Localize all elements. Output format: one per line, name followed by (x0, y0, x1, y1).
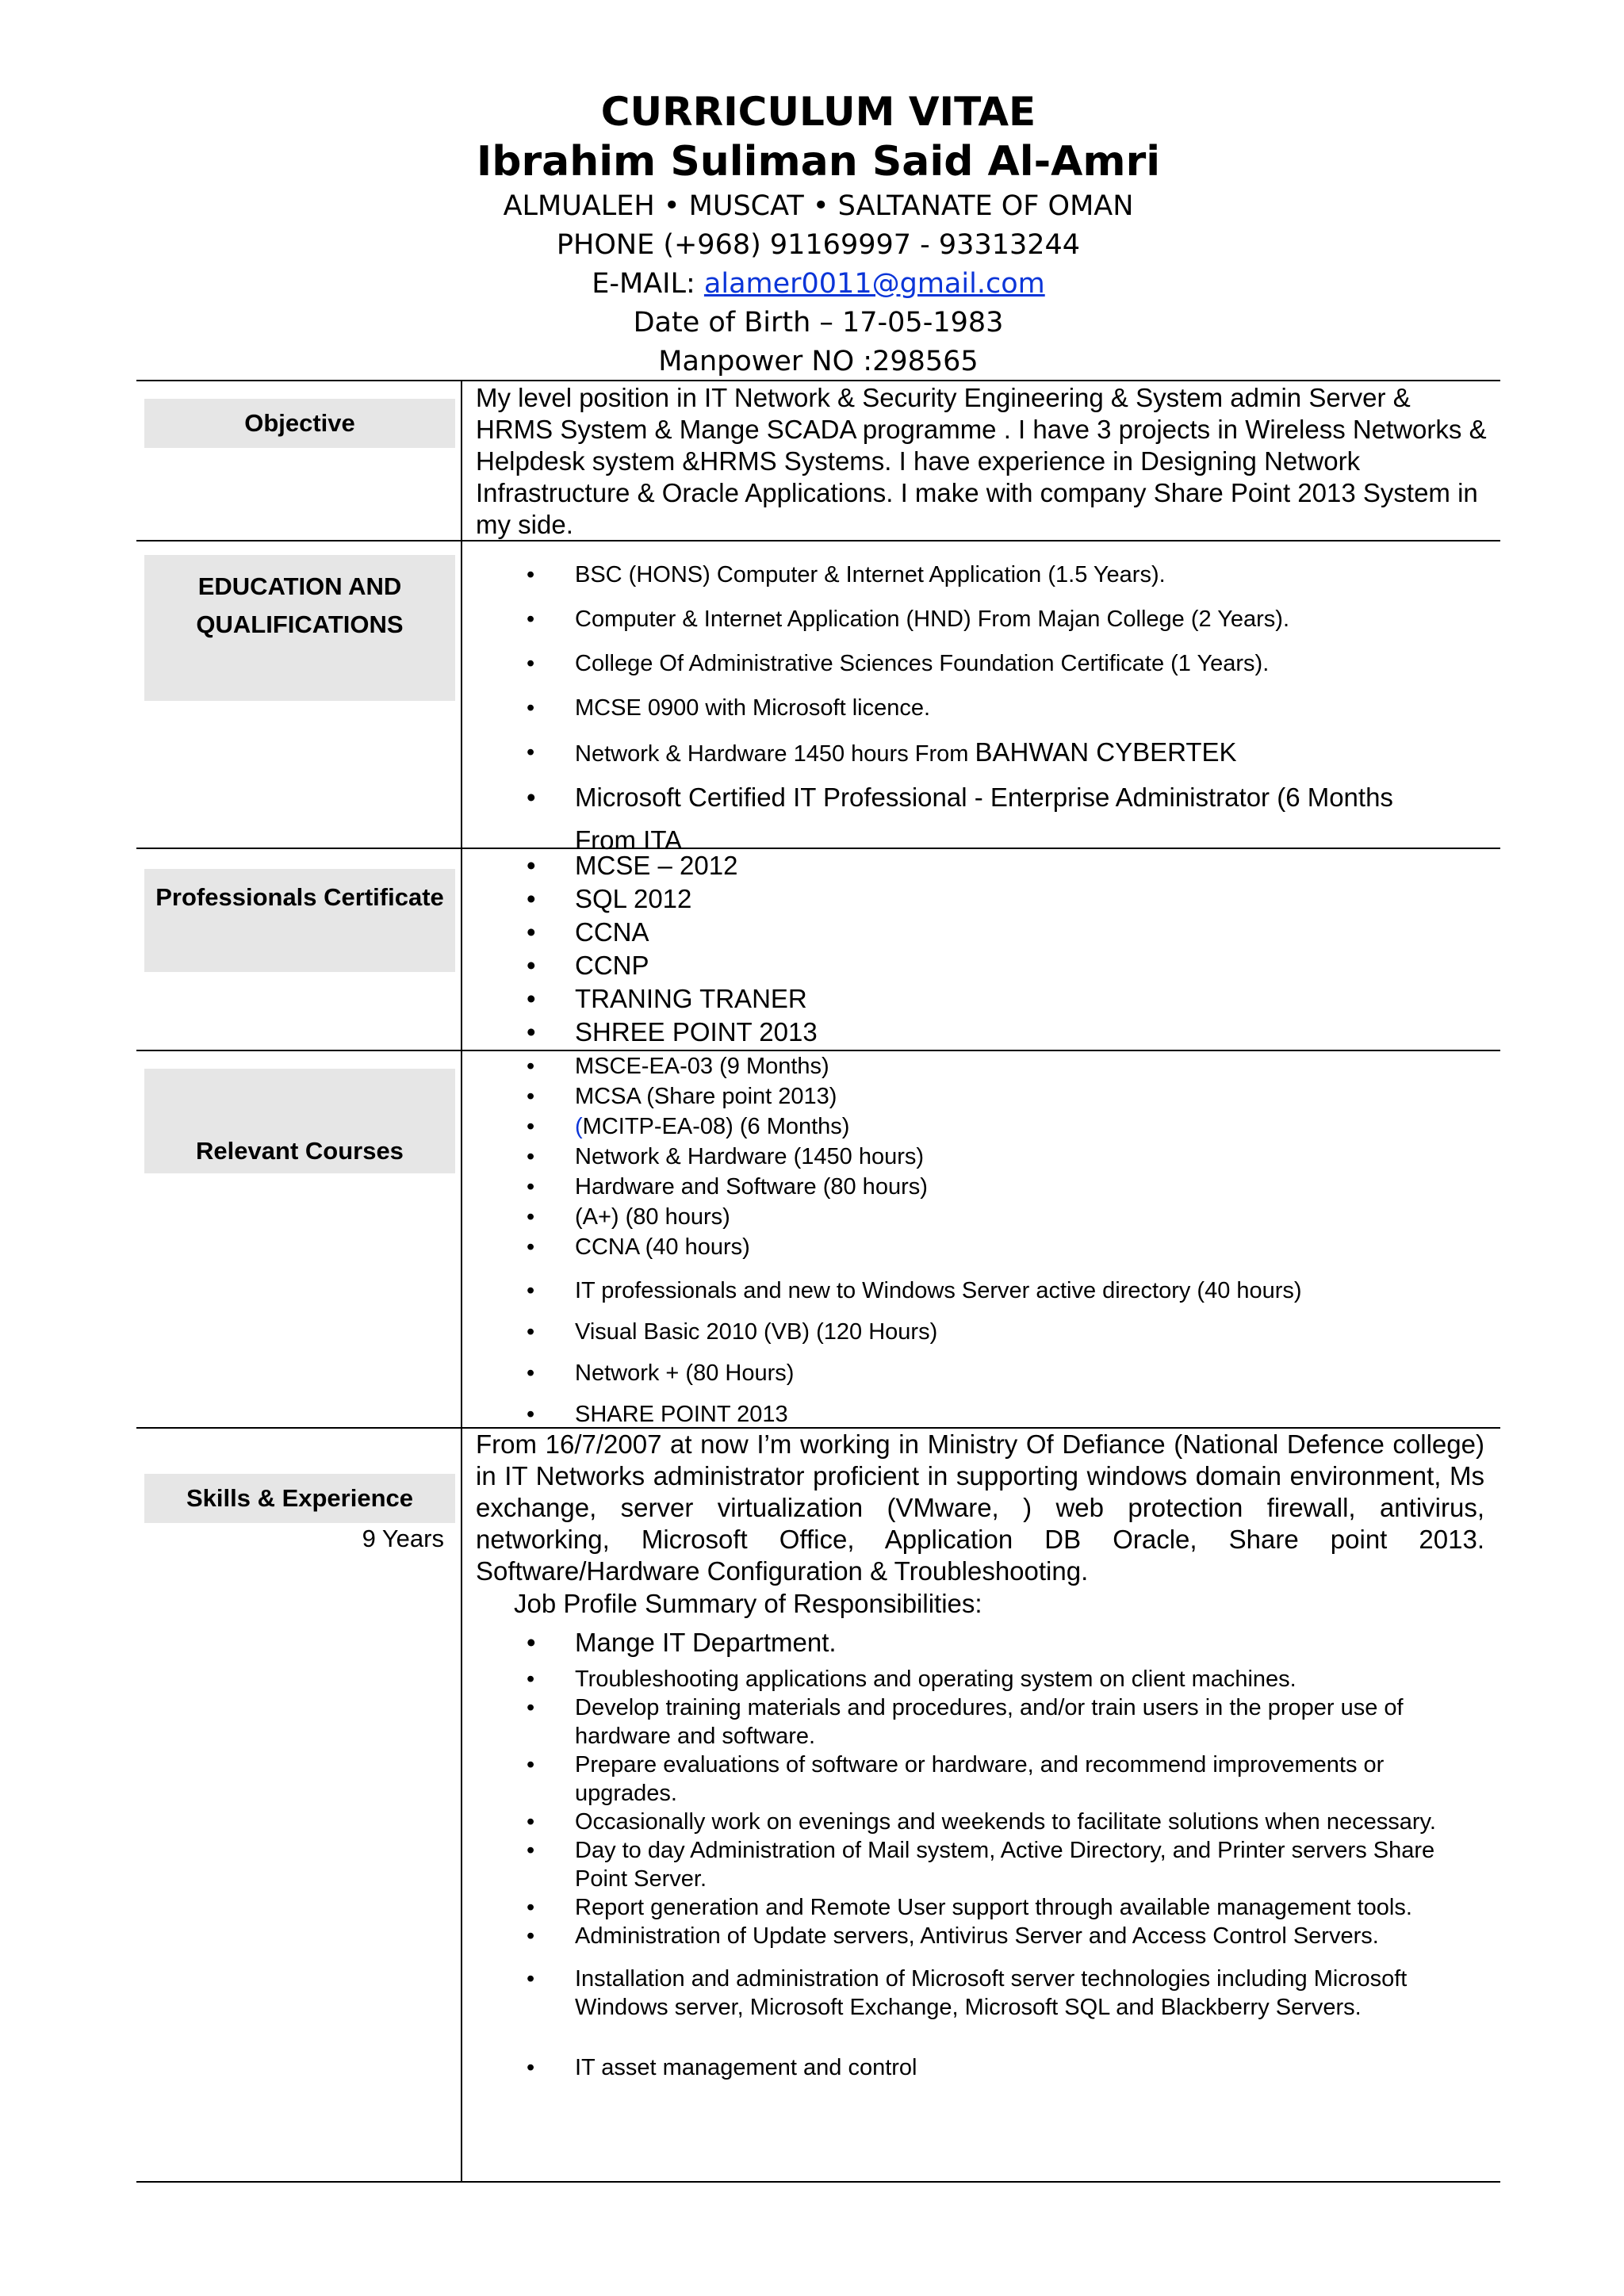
list-item: • CCNA (40 hours) (476, 1232, 1487, 1262)
document-title: CURRICULUM VITAE (600, 89, 1036, 135)
list-item-paren: ( (575, 1114, 583, 1139)
manpower-number: Manpower NO :298565 (658, 346, 979, 377)
list-item: • MCSA (Share point 2013) (476, 1081, 1487, 1112)
list-item: • Network & Hardware (1450 hours) (476, 1142, 1487, 1172)
list-item: • IT professionals and new to Windows Server active directory (40 hours) (476, 1270, 1487, 1311)
objective-text: My level position in IT Network & Security Engineering & System admin Server & HRMS System & Mange SCADA programme . I have 3 projects in Wireless Networks & Helpdesk system &HRMS Systems. I have experience in Designing Network Infrastructure & Oracle Applications. I make with company Share Point 2013 System in my side. (476, 383, 1487, 539)
list-item: • Prepare evaluations of software or hardware, and recommend improvements or upgrades. (476, 1751, 1484, 1808)
candidate-name: Ibrahim Suliman Said Al-Amri (476, 138, 1161, 186)
email-link[interactable]: alamer0011@gmail.com (703, 268, 1045, 300)
list-item-company: BAHWAN CYBERTEK (975, 737, 1237, 767)
list-item-text: MCITP-EA-08) (6 Months) (582, 1114, 850, 1139)
rule-top (136, 380, 1500, 381)
list-item: • IT asset management and control (476, 2053, 1484, 2082)
responsibilities-heading: Job Profile Summary of Responsibilities: (514, 1589, 982, 1618)
certificates-label: Professionals Certificate (144, 869, 455, 972)
date-of-birth: Date of Birth – 17-05-1983 (633, 307, 1004, 339)
list-item: • (A+) (80 hours) (476, 1202, 1487, 1232)
list-item-text: Network & Hardware 1450 hours From (575, 741, 975, 767)
experience-years: 9 Years (362, 1525, 444, 1552)
certificates-content (476, 849, 1487, 1049)
list-item: • Troubleshooting applications and operating system on client machines. (476, 1665, 1484, 1693)
list-item: • BSC (HONS) Computer & Internet Application (1.5 Years). (476, 553, 1487, 597)
list-item: • CCNA (476, 916, 1487, 949)
email-label: E-MAIL: (592, 268, 704, 300)
list-item: • MCSE 0900 with Microsoft licence. (476, 686, 1487, 730)
list-item: • Mange IT Department. (476, 1621, 1484, 1665)
list-item: • Network + (80 Hours) (476, 1353, 1487, 1394)
list-item (476, 1112, 1487, 1142)
courses-content (476, 1051, 1487, 1435)
responsibilities-list (476, 1621, 1484, 2082)
list-item: • Report generation and Remote User support through available management tools. (476, 1893, 1484, 1922)
list-item: • MCSE – 2012 (476, 849, 1487, 882)
email-line (136, 265, 1500, 304)
skills-intro: From 16/7/2007 at now I’m working in Ministry Of Defiance (National Defence college) in IT Networks administrator proficient in supporting windows domain environment, Ms exchange, server virtualization (VMware, ) web protection firewall, antivirus, networking, Microsoft Office, Application DB Oracle, Share point 2013. Software/Hardware Configuration & Troubleshooting. (476, 1429, 1484, 1586)
education-content (476, 553, 1487, 862)
list-item: • Administration of Update servers, Antivirus Server and Access Control Servers. (476, 1922, 1484, 1950)
list-item: • SQL 2012 (476, 882, 1487, 916)
objective-content (476, 382, 1487, 541)
cv-header (136, 87, 1500, 381)
list-item: • Hardware and Software (80 hours) (476, 1172, 1487, 1202)
courses-list (476, 1051, 1487, 1435)
list-item: • Microsoft Certified IT Professional - Enterprise Administrator (6 Months From ITA (476, 776, 1487, 862)
rule-bottom (136, 2181, 1500, 2183)
objective-label: Objective (144, 399, 455, 448)
education-label-line2: QUALIFICATIONS (196, 610, 404, 638)
phone: PHONE (+968) 91169997 - 93313244 (556, 229, 1081, 261)
courses-label: Relevant Courses (144, 1069, 455, 1173)
list-item: • SHREE POINT 2013 (476, 1016, 1487, 1049)
list-item: • Visual Basic 2010 (VB) (120 Hours) (476, 1311, 1487, 1353)
education-label-line1: EDUCATION AND (197, 572, 402, 600)
list-item: • TRANING TRANER (476, 982, 1487, 1016)
education-label (144, 555, 455, 701)
education-list (476, 553, 1487, 862)
list-item: • Develop training materials and procedures, and/or train users in the proper use of hardware and software. (476, 1693, 1484, 1751)
list-item: • CCNP (476, 949, 1487, 982)
list-item (476, 730, 1487, 776)
list-item: • Installation and administration of Microsoft server technologies including Microsoft Windows server, Microsoft Exchange, Microsoft SQL and Blackberry Servers. (476, 1965, 1484, 2022)
list-item: • SHARE POINT 2013 (476, 1394, 1487, 1435)
list-item: • Day to day Administration of Mail system, Active Directory, and Printer servers Share Point Server. (476, 1836, 1484, 1893)
column-divider (461, 380, 462, 2183)
list-item: • Computer & Internet Application (HND) From Majan College (2 Years). (476, 597, 1487, 641)
list-item: • Occasionally work on evenings and weekends to facilitate solutions when necessary. (476, 1808, 1484, 1836)
address: ALMUALEH • MUSCAT • SALTANATE OF OMAN (503, 190, 1134, 222)
certificates-list (476, 849, 1487, 1049)
list-item: • College Of Administrative Sciences Foundation Certificate (1 Years). (476, 641, 1487, 686)
skills-label: Skills & Experience (144, 1474, 455, 1523)
list-item: • MSCE-EA-03 (9 Months) (476, 1051, 1487, 1081)
skills-content (476, 1429, 1484, 2082)
